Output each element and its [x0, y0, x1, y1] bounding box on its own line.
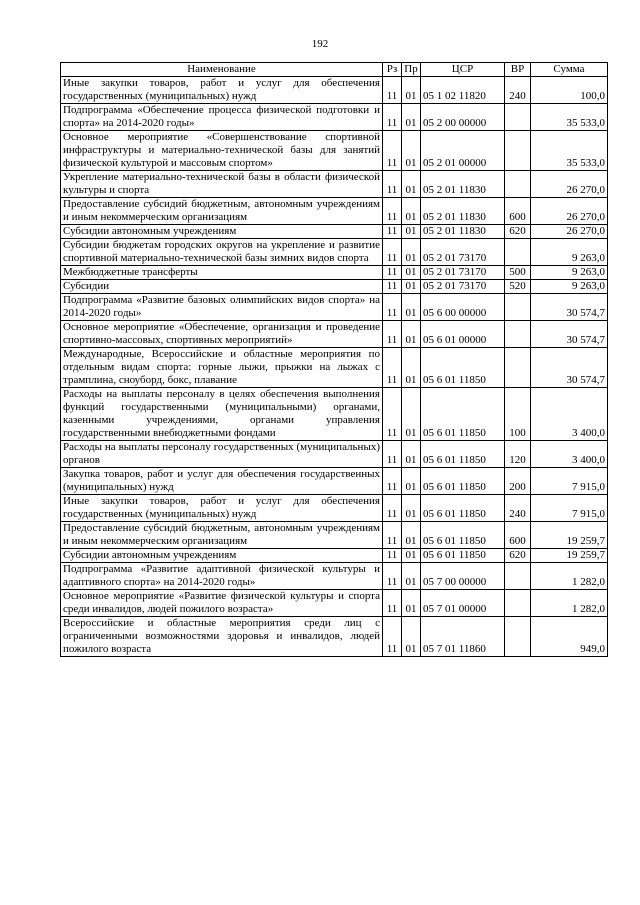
cell-name: Подпрограмма «Обеспечение процесса физической подготовки и спорта» на 2014-2020 годы» [61, 104, 383, 131]
cell-name: Международные, Всероссийские и областные мероприятия по отдельным видам спорта: горные лыжи, прыжки на лыжах с трамплина, сноуборд, бокс, плавание [61, 348, 383, 388]
cell-rz: 11 [383, 549, 402, 563]
cell-vr: 200 [505, 468, 531, 495]
cell-vr: 240 [505, 495, 531, 522]
cell-vr [505, 321, 531, 348]
cell-sum: 35 533,0 [531, 104, 608, 131]
cell-pr: 01 [402, 549, 421, 563]
cell-name: Основное мероприятие «Обеспечение, организация и проведение спортивно-массовых, спортивных мероприятий» [61, 321, 383, 348]
cell-name: Субсидии автономным учреждениям [61, 549, 383, 563]
cell-rz: 11 [383, 563, 402, 590]
cell-sum: 26 270,0 [531, 171, 608, 198]
table-header-row [61, 63, 608, 77]
cell-sum: 30 574,7 [531, 348, 608, 388]
cell-rz: 11 [383, 131, 402, 171]
cell-name: Межбюджетные трансферты [61, 266, 383, 280]
cell-rz: 11 [383, 590, 402, 617]
cell-csr: 05 6 01 11850 [421, 522, 505, 549]
cell-name: Подпрограмма «Развитие базовых олимпийских видов спорта» на 2014-2020 годы» [61, 294, 383, 321]
cell-sum: 30 574,7 [531, 321, 608, 348]
column-header-rz: Рз [383, 63, 402, 77]
cell-sum: 3 400,0 [531, 388, 608, 441]
cell-csr: 05 6 01 11850 [421, 468, 505, 495]
cell-csr: 05 6 01 11850 [421, 441, 505, 468]
cell-csr: 05 2 01 00000 [421, 131, 505, 171]
cell-rz: 11 [383, 104, 402, 131]
cell-csr: 05 2 01 73170 [421, 280, 505, 294]
cell-rz: 11 [383, 225, 402, 239]
cell-pr: 01 [402, 617, 421, 657]
table-row [61, 617, 608, 657]
cell-csr: 05 6 01 11850 [421, 549, 505, 563]
cell-rz: 11 [383, 239, 402, 266]
cell-csr: 05 2 00 00000 [421, 104, 505, 131]
cell-csr: 05 2 01 73170 [421, 266, 505, 280]
cell-csr: 05 2 01 11830 [421, 198, 505, 225]
cell-pr: 01 [402, 522, 421, 549]
cell-pr: 01 [402, 266, 421, 280]
table-row [61, 441, 608, 468]
cell-csr: 05 6 01 11850 [421, 348, 505, 388]
cell-sum: 35 533,0 [531, 131, 608, 171]
table-row [61, 468, 608, 495]
cell-pr: 01 [402, 280, 421, 294]
table-row [61, 348, 608, 388]
cell-name: Укрепление материально-технической базы в области физической культуры и спорта [61, 171, 383, 198]
cell-name: Субсидии бюджетам городских округов на укрепление и развитие спортивной материально-технической базы зимних видов спорта [61, 239, 383, 266]
cell-vr [505, 104, 531, 131]
cell-sum: 9 263,0 [531, 266, 608, 280]
table-row [61, 280, 608, 294]
cell-rz: 11 [383, 468, 402, 495]
cell-pr: 01 [402, 441, 421, 468]
cell-pr: 01 [402, 225, 421, 239]
cell-csr: 05 7 00 00000 [421, 563, 505, 590]
cell-vr [505, 563, 531, 590]
cell-vr [505, 590, 531, 617]
cell-rz: 11 [383, 495, 402, 522]
cell-pr: 01 [402, 131, 421, 171]
cell-vr: 100 [505, 388, 531, 441]
cell-pr: 01 [402, 468, 421, 495]
column-header-pr: Пр [402, 63, 421, 77]
cell-pr: 01 [402, 590, 421, 617]
cell-rz: 11 [383, 348, 402, 388]
table-row [61, 239, 608, 266]
cell-rz: 11 [383, 171, 402, 198]
cell-name: Основное мероприятие «Совершенствование спортивной инфраструктуры и материально-технической базы для занятий физической культурой и массовым спортом» [61, 131, 383, 171]
cell-pr: 01 [402, 348, 421, 388]
cell-sum: 19 259,7 [531, 549, 608, 563]
cell-vr: 120 [505, 441, 531, 468]
table-row [61, 104, 608, 131]
table-row [61, 522, 608, 549]
cell-sum: 26 270,0 [531, 225, 608, 239]
cell-pr: 01 [402, 563, 421, 590]
cell-vr: 600 [505, 198, 531, 225]
table-row [61, 563, 608, 590]
cell-vr [505, 348, 531, 388]
cell-sum: 100,0 [531, 77, 608, 104]
cell-name: Субсидии [61, 280, 383, 294]
table-row [61, 225, 608, 239]
cell-rz: 11 [383, 266, 402, 280]
cell-sum: 949,0 [531, 617, 608, 657]
cell-vr [505, 617, 531, 657]
cell-rz: 11 [383, 522, 402, 549]
cell-sum: 1 282,0 [531, 563, 608, 590]
cell-csr: 05 6 00 00000 [421, 294, 505, 321]
cell-vr [505, 171, 531, 198]
table-row [61, 590, 608, 617]
cell-pr: 01 [402, 104, 421, 131]
table-row [61, 388, 608, 441]
cell-name: Подпрограмма «Развитие адаптивной физической культуры и адаптивного спорта» на 2014-2020 годы» [61, 563, 383, 590]
cell-vr: 500 [505, 266, 531, 280]
cell-name: Основное мероприятие «Развитие физической культуры и спорта среди инвалидов, людей пожилого возраста» [61, 590, 383, 617]
cell-pr: 01 [402, 77, 421, 104]
cell-sum: 7 915,0 [531, 468, 608, 495]
cell-csr: 05 6 01 00000 [421, 321, 505, 348]
cell-pr: 01 [402, 239, 421, 266]
cell-vr: 600 [505, 522, 531, 549]
table-row [61, 549, 608, 563]
table-row [61, 294, 608, 321]
cell-sum: 9 263,0 [531, 239, 608, 266]
cell-rz: 11 [383, 388, 402, 441]
cell-vr: 620 [505, 549, 531, 563]
cell-rz: 11 [383, 294, 402, 321]
cell-sum: 3 400,0 [531, 441, 608, 468]
budget-table [60, 62, 608, 657]
cell-rz: 11 [383, 617, 402, 657]
cell-vr: 240 [505, 77, 531, 104]
cell-csr: 05 7 01 00000 [421, 590, 505, 617]
cell-sum: 30 574,7 [531, 294, 608, 321]
column-header-sum: Сумма [531, 63, 608, 77]
table-body [61, 77, 608, 657]
page-number: 192 [311, 38, 329, 50]
cell-vr: 520 [505, 280, 531, 294]
table-row [61, 198, 608, 225]
cell-rz: 11 [383, 77, 402, 104]
cell-vr: 620 [505, 225, 531, 239]
table-row [61, 321, 608, 348]
cell-vr [505, 239, 531, 266]
cell-name: Предоставление субсидий бюджетным, автономным учреждениям и иным некоммерческим организациям [61, 522, 383, 549]
cell-vr [505, 131, 531, 171]
cell-csr: 05 1 02 11820 [421, 77, 505, 104]
cell-csr: 05 2 01 11830 [421, 171, 505, 198]
cell-pr: 01 [402, 388, 421, 441]
table-row [61, 131, 608, 171]
cell-name: Расходы на выплаты персоналу государственных (муниципальных) органов [61, 441, 383, 468]
cell-csr: 05 2 01 73170 [421, 239, 505, 266]
cell-name: Иные закупки товаров, работ и услуг для обеспечения государственных (муниципальных) нужд [61, 495, 383, 522]
cell-rz: 11 [383, 321, 402, 348]
cell-csr: 05 6 01 11850 [421, 495, 505, 522]
cell-vr [505, 294, 531, 321]
cell-rz: 11 [383, 441, 402, 468]
cell-sum: 9 263,0 [531, 280, 608, 294]
column-header-vr: ВР [505, 63, 531, 77]
cell-name: Иные закупки товаров, работ и услуг для обеспечения государственных (муниципальных) нужд [61, 77, 383, 104]
table-row [61, 495, 608, 522]
cell-name: Предоставление субсидий бюджетным, автономным учреждениям и иным некоммерческим организациям [61, 198, 383, 225]
cell-csr: 05 2 01 11830 [421, 225, 505, 239]
table-row [61, 266, 608, 280]
cell-csr: 05 7 01 11860 [421, 617, 505, 657]
cell-name: Субсидии автономным учреждениям [61, 225, 383, 239]
cell-sum: 26 270,0 [531, 198, 608, 225]
cell-name: Закупка товаров, работ и услуг для обеспечения государственных (муниципальных) нужд [61, 468, 383, 495]
cell-sum: 19 259,7 [531, 522, 608, 549]
cell-rz: 11 [383, 198, 402, 225]
cell-csr: 05 6 01 11850 [421, 388, 505, 441]
cell-name: Всероссийские и областные мероприятия среди лиц с ограниченными возможностями здоровья и инвалидов, людей пожилого возраста [61, 617, 383, 657]
table-row [61, 77, 608, 104]
cell-pr: 01 [402, 294, 421, 321]
cell-pr: 01 [402, 495, 421, 522]
cell-pr: 01 [402, 321, 421, 348]
column-header-csr: ЦСР [421, 63, 505, 77]
column-header-name: Наименование [61, 63, 383, 77]
cell-rz: 11 [383, 280, 402, 294]
table-row [61, 171, 608, 198]
cell-sum: 7 915,0 [531, 495, 608, 522]
cell-sum: 1 282,0 [531, 590, 608, 617]
cell-pr: 01 [402, 198, 421, 225]
cell-pr: 01 [402, 171, 421, 198]
cell-name: Расходы на выплаты персоналу в целях обеспечения выполнения функций государственными (муниципальными) органами, казенными учреждениями, органами управления государственными внебюджетными фондами [61, 388, 383, 441]
